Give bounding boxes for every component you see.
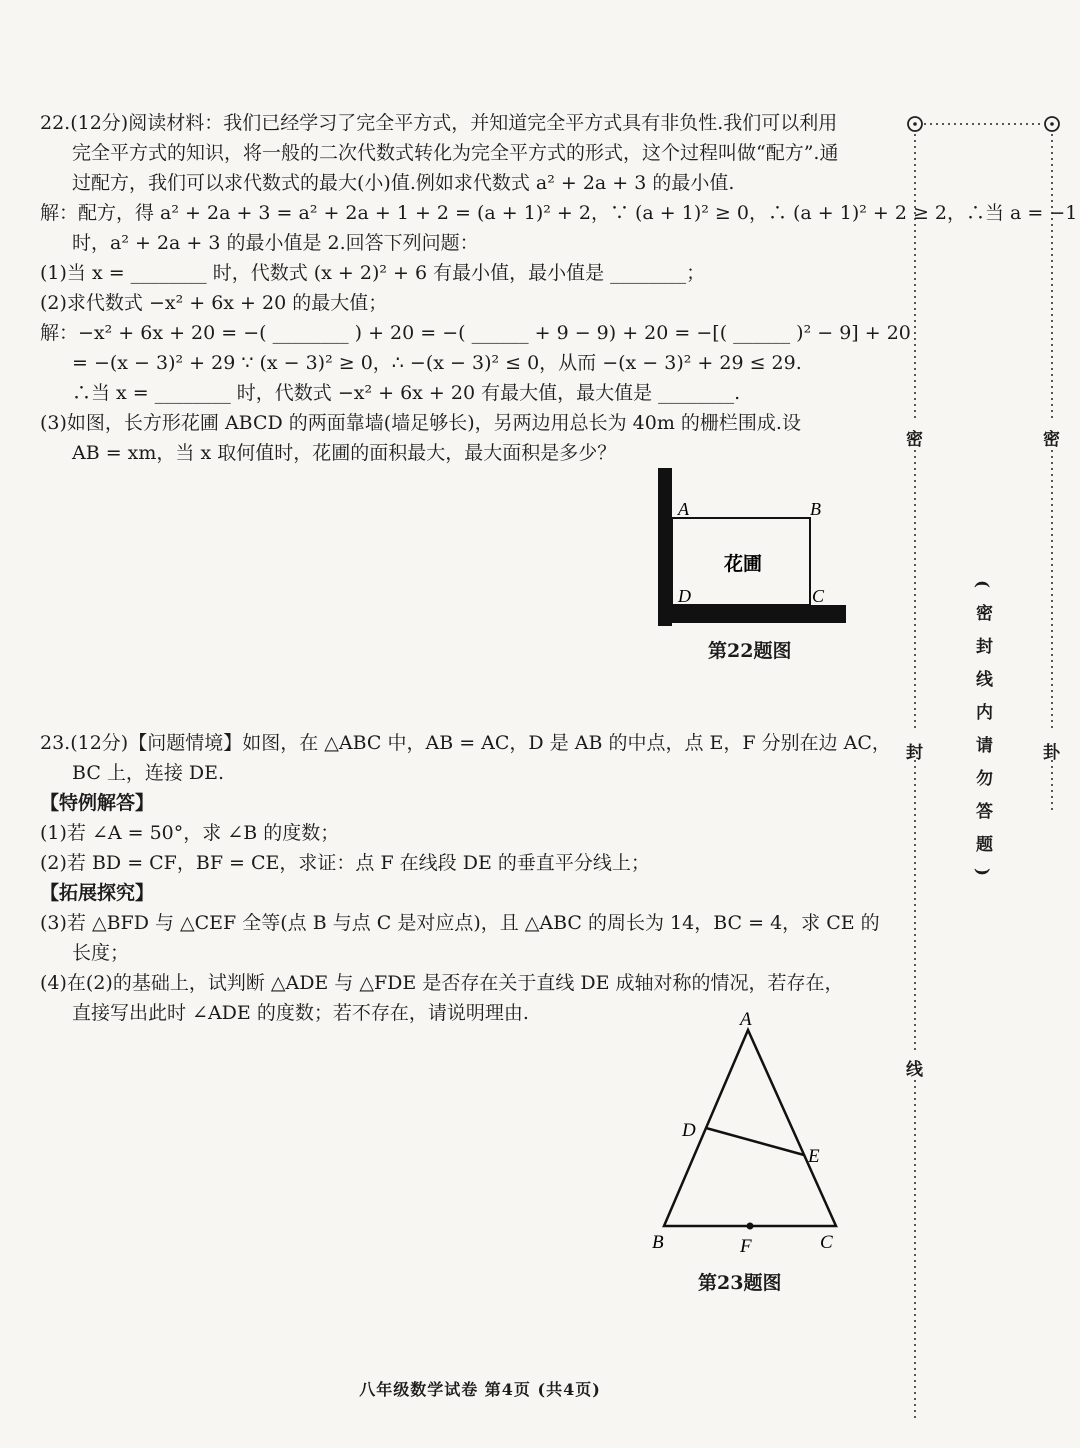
label-garden: 花圃 — [724, 553, 763, 575]
label-c: C — [812, 586, 825, 606]
point-f — [747, 1223, 754, 1230]
figure-22-caption: 第22题图 — [708, 640, 792, 662]
q22-solution-line-3: ∴当 x = ________ 时，代数式 −x² + 6x + 20 有最大值，最大值是 ________. — [72, 382, 741, 404]
wall-vertical — [658, 468, 672, 626]
corner-circle-right-dot — [1050, 122, 1054, 126]
margin-mi-right: 密 — [1043, 430, 1060, 450]
q23-part4: (4)在(2)的基础上，试判断 △ADE 与 △FDE 是否存在关于直线 DE 成轴对称的情况，若存在， — [40, 972, 844, 994]
label-c: C — [820, 1232, 833, 1253]
label-d: D — [678, 586, 691, 606]
page-footer: 八年级数学试卷 第4页 (共4页) — [359, 1380, 601, 1399]
q23-part3-line-2: 长度； — [72, 942, 130, 964]
q22-part1: (1)当 x = ________ 时，代数式 (x + 2)² + 6 有最小值，最小值是 ________； — [40, 262, 706, 284]
q22-line-3: 过配方，我们可以求代数式的最大(小)值.例如求代数式 a² + 2a + 3 的最小值. — [72, 172, 735, 194]
seal-notice: (密封线内请勿答题) — [972, 580, 992, 893]
label-b: B — [810, 499, 821, 519]
q22-line-4: 解：配方，得 a² + 2a + 3 = a² + 2a + 1 + 2 = (a + 1)² + 2，∵ (a + 1)² ≥ 0，∴ (a + 1)² + 2 ≥ 2，∴当 a = −1 — [40, 202, 1078, 224]
label-e: E — [808, 1146, 820, 1167]
q23-section-special: 【特例解答】 — [40, 792, 155, 814]
q23-part3: (3)若 △BFD 与 △CEF 全等(点 B 与点 C 是对应点)，且 △ABC 的周长为 14，BC = 4，求 CE 的 — [40, 912, 880, 934]
q23-line-1: 23.(12分)【问题情境】如图，在 △ABC 中，AB = AC，D 是 AB 的中点，点 E，F 分别在边 AC， — [40, 732, 891, 754]
wall-horizontal — [658, 605, 846, 623]
figure-23-triangle — [640, 1000, 860, 1260]
figure-23-caption: 第23题图 — [698, 1272, 782, 1294]
q22-line-5: 时，a² + 2a + 3 的最小值是 2.回答下列问题： — [72, 232, 479, 254]
margin-xian-left: 线 — [906, 1060, 923, 1080]
q23-section-extend: 【拓展探究】 — [40, 882, 155, 904]
margin-mi-left: 密 — [906, 430, 923, 450]
label-a: A — [678, 499, 689, 519]
q22-part3-line-2: AB = xm，当 x 取何值时，花圃的面积最大，最大面积是多少？ — [72, 442, 617, 464]
q23-part4-line-2: 直接写出此时 ∠ADE 的度数；若不存在，请说明理由. — [72, 1002, 529, 1024]
q22-part3: (3)如图，长方形花圃 ABCD 的两面靠墙(墙足够长)，另两边用总长为 40m 的栅栏围成.设 — [40, 412, 801, 434]
segment-de — [706, 1128, 804, 1155]
label-d: D — [682, 1120, 696, 1141]
label-a: A — [740, 1009, 752, 1030]
q22-line-1: 22.(12分)阅读材料：我们已经学习了完全平方式，并知道完全平方式具有非负性.我们可以利用 — [40, 112, 838, 134]
q22-part2: (2)求代数式 −x² + 6x + 20 的最大值； — [40, 292, 388, 314]
figure-22-garden — [650, 460, 860, 630]
q23-part2: (2)若 BD = CF，BF = CE，求证：点 F 在线段 DE 的垂直平分线上； — [40, 852, 650, 874]
corner-circle-left-dot — [913, 122, 917, 126]
label-f: F — [740, 1236, 752, 1257]
q23-line-2: BC 上，连接 DE. — [72, 762, 225, 784]
margin-bu-right: 卦 — [1043, 743, 1060, 763]
q23-part1: (1)若 ∠A = 50°，求 ∠B 的度数； — [40, 822, 340, 844]
margin-feng-left: 封 — [906, 743, 923, 763]
q22-line-2: 完全平方式的知识，将一般的二次代数式转化为完全平方式的形式，这个过程叫做“配方”.通 — [72, 142, 839, 164]
q22-solution-line-1: 解：−x² + 6x + 20 = −( ________ ) + 20 = −( ______ + 9 − 9) + 20 = −[( ______ )² − 9] + 20 — [40, 322, 911, 344]
q22-solution-line-2: = −(x − 3)² + 29 ∵ (x − 3)² ≥ 0，∴ −(x − 3)² ≤ 0，从而 −(x − 3)² + 29 ≤ 29. — [72, 352, 802, 374]
label-b: B — [652, 1232, 664, 1253]
